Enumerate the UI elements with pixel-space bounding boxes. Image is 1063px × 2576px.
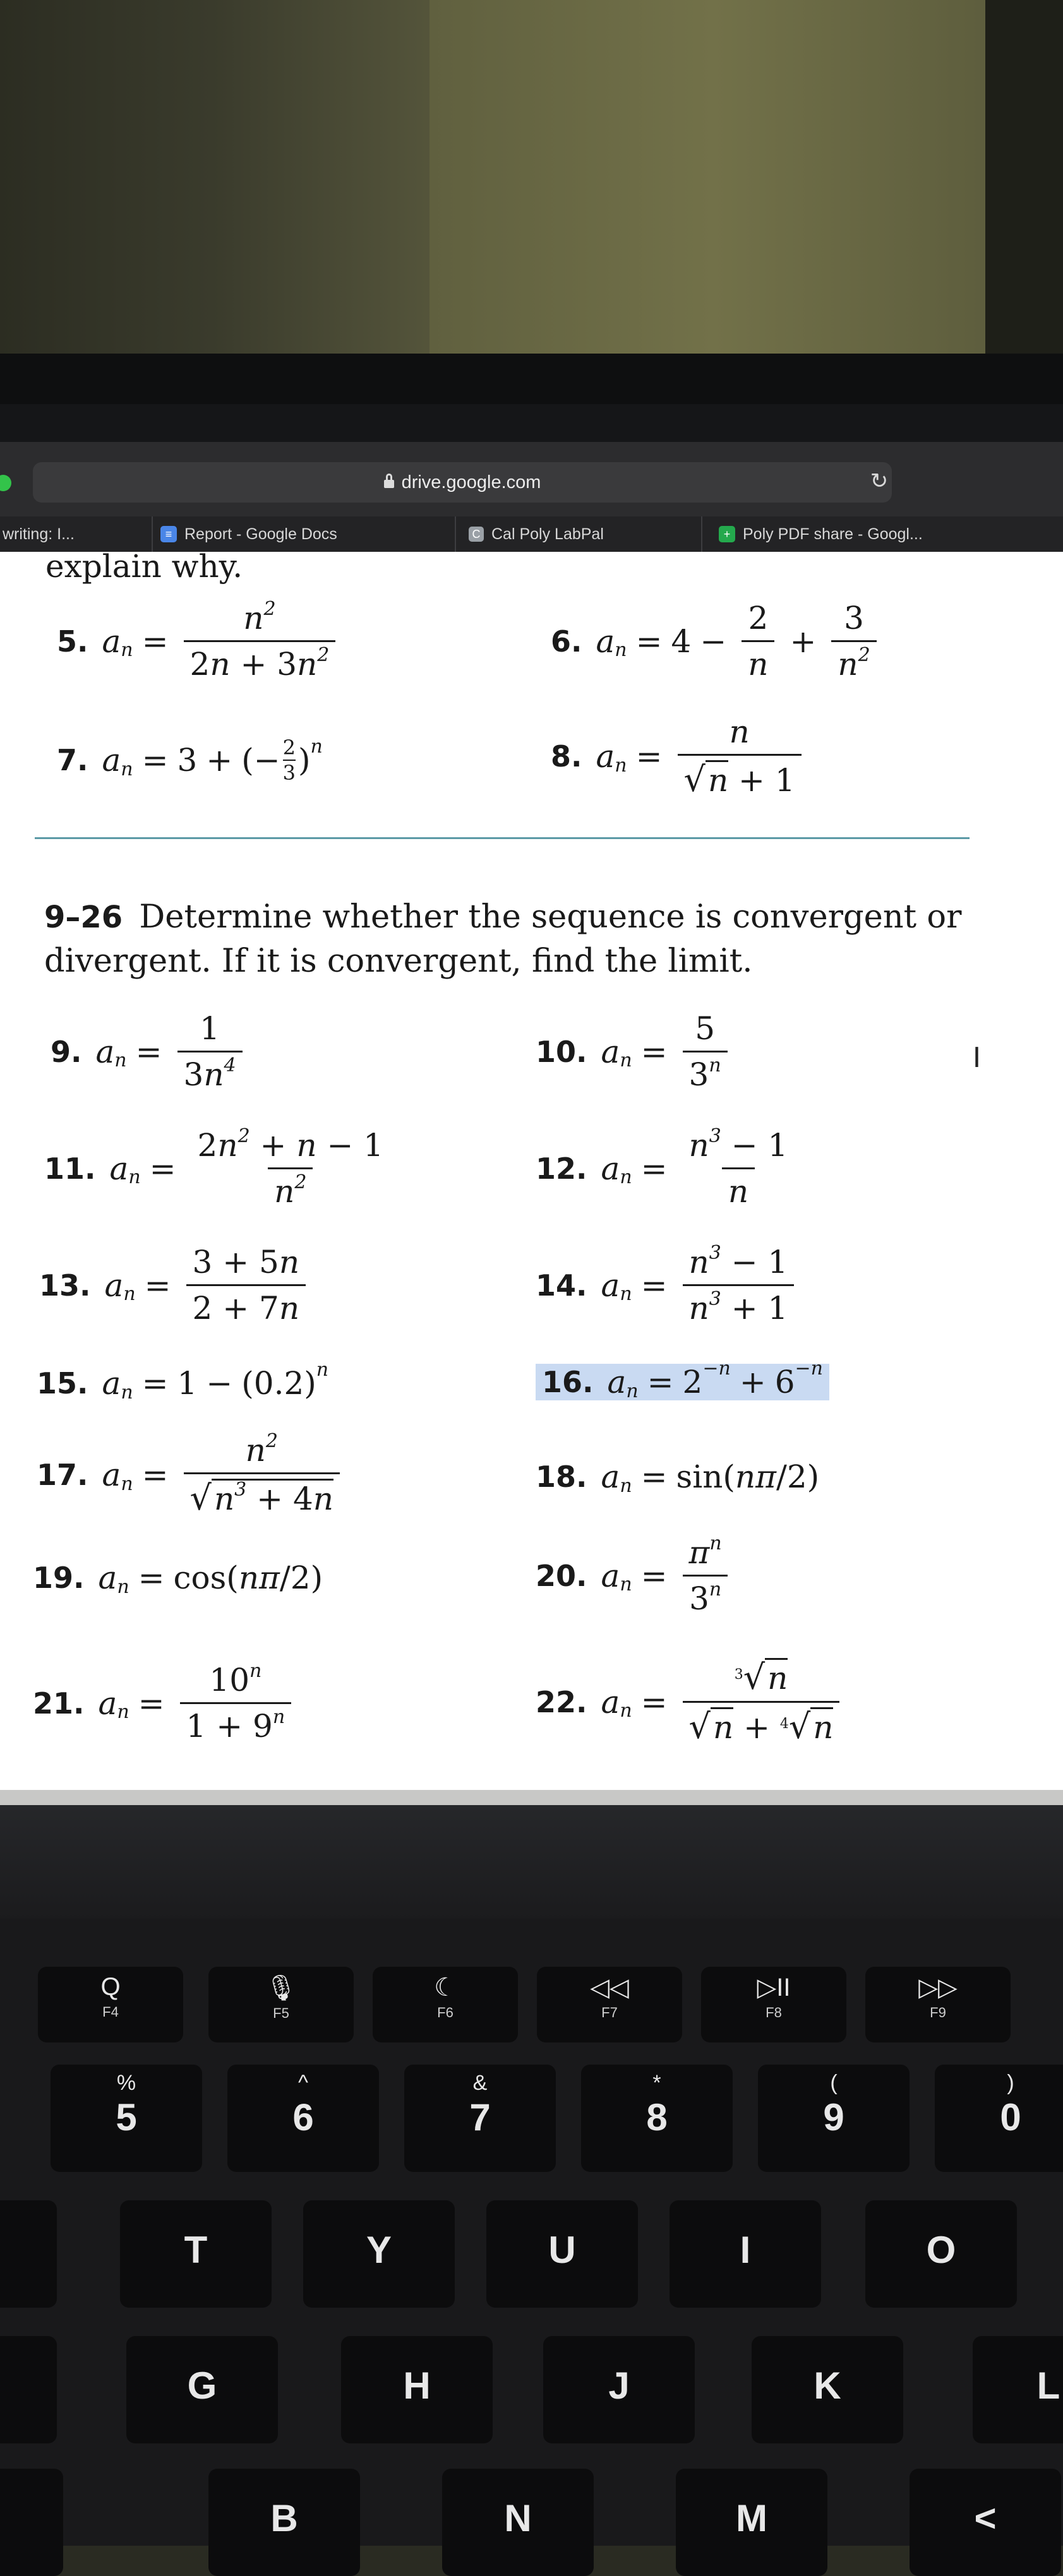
url-text: drive.google.com (401, 472, 541, 492)
problem-number: 15. (37, 1366, 88, 1400)
function-key-f5[interactable] (208, 1967, 354, 2042)
key-label: F6 (437, 2005, 453, 2020)
tab-report-google-docs[interactable] (152, 516, 455, 552)
search-icon: Q (100, 1973, 121, 2001)
problem-number: 18. (536, 1460, 587, 1494)
key-main-symbol: G (187, 2364, 217, 2407)
problem-21: 21. a n = $\frac{10^n}{1 + 9^n}$ (33, 1662, 297, 1744)
key-shift-symbol: ) (1007, 2071, 1014, 2095)
key-main-symbol: I (740, 2229, 751, 2271)
tab-writing[interactable] (0, 516, 152, 552)
problem-number: 20. (536, 1558, 587, 1593)
key-9[interactable] (758, 2065, 910, 2172)
key-8[interactable] (581, 2065, 733, 2172)
problem-number: 5. (57, 624, 88, 659)
problem-12: 12. a n = $\frac{n^3 - 1}{n}$ (536, 1125, 788, 1210)
problem-9: 9. a n = $\frac{1}{3n^4}$ (51, 1010, 249, 1093)
problem-number: 22. (536, 1685, 587, 1719)
problem-8: 8. a n = $\frac{n}{√n + 1}$ (551, 713, 808, 799)
problem-14: 14. a n = $\frac{n^3 - 1}{n^3 + 1}$ (536, 1244, 800, 1327)
problem-19: 19. a n = cos( nπ /2) (33, 1559, 323, 1598)
key-main-symbol: N (504, 2497, 532, 2539)
key-row-q-4[interactable] (670, 2200, 821, 2308)
key-row-q-5[interactable] (865, 2200, 1017, 2308)
problem-5: 5. a n = $\frac{n^2}{2n + 3n^2}$ (57, 600, 342, 683)
tab-label: writing: I... (3, 525, 75, 543)
key-label: F4 (102, 2004, 119, 2020)
problem-number: 12. (536, 1151, 587, 1186)
key-main-symbol (0, 2228, 57, 2272)
exercise-heading (44, 895, 966, 984)
reload-icon[interactable]: ↻ (870, 468, 889, 494)
dictation-icon: 🎙 (265, 1974, 297, 2002)
problem-number: 9. (51, 1034, 82, 1069)
key-row-z-4[interactable] (910, 2469, 1061, 2576)
key-main-symbol: K (814, 2364, 841, 2407)
key-7[interactable] (404, 2065, 556, 2172)
exercise-range: 9–26 (44, 900, 123, 935)
problem-16[interactable]: 16. a n = 2 −n + 6 −n (536, 1364, 829, 1400)
key-label: F7 (601, 2005, 618, 2020)
key-label: F9 (930, 2005, 946, 2020)
problem-number: 16. (542, 1365, 594, 1399)
key-main-symbol: J (608, 2364, 630, 2407)
problem-22: 22. a n = $\frac{^3√n}{√n + ^4√n}$ (536, 1657, 846, 1746)
problem-18: 18. a n = sin( nπ /2) (536, 1458, 820, 1497)
key-main-symbol: B (270, 2497, 298, 2539)
function-key-f4[interactable] (38, 1967, 183, 2042)
problem-17: 17. a n = $\frac{n^2}{√n^3 + 4n}$ (37, 1432, 346, 1518)
key-row-a-2[interactable] (341, 2336, 493, 2443)
key-6[interactable] (227, 2065, 379, 2172)
tab-label: Report - Google Docs (184, 525, 337, 543)
background-door (429, 0, 998, 354)
page-bottom-edge (0, 1790, 1063, 1805)
key-shift-symbol: % (116, 2071, 136, 2095)
problem-10: 10. a n = $\frac{5}{3^n}$ (536, 1010, 734, 1093)
key-row-q-2[interactable] (303, 2200, 455, 2308)
key-row-z-0[interactable] (0, 2469, 63, 2576)
key-label: F8 (766, 2005, 782, 2020)
tab-cal-poly-labpal[interactable] (455, 516, 701, 552)
problem-13: 13. a n = $\frac{3 + 5n}{2 + 7n}$ (39, 1244, 312, 1327)
key-main-symbol: 8 (646, 2096, 668, 2138)
play-pause-icon: ▷II (757, 1974, 791, 2001)
key-main-symbol: U (548, 2229, 576, 2271)
address-bar[interactable] (33, 462, 892, 503)
problem-number: 13. (39, 1268, 91, 1303)
tab-label: Poly PDF share - Googl... (743, 525, 923, 543)
key-main-symbol: T (184, 2229, 208, 2271)
problem-number: 11. (44, 1151, 96, 1186)
key-row-a-5[interactable] (973, 2336, 1063, 2443)
google-sheets-plus-icon: + (719, 526, 735, 542)
problem-7: 7. a n = 3 + (− $\frac{2}{3}$ ) n (57, 735, 323, 785)
key-main-symbol: 5 (116, 2096, 137, 2138)
key-main-symbol: 6 (292, 2096, 314, 2138)
text-cursor-icon: I (973, 1042, 981, 1074)
key-main-symbol: 0 (1000, 2096, 1021, 2138)
key-row-z-2[interactable] (442, 2469, 594, 2576)
problem-number: 7. (57, 743, 88, 777)
problem-20: 20. a n = $\frac{\pi^n}{3^n}$ (536, 1534, 735, 1617)
rewind-icon: ◁◁ (590, 1974, 629, 2001)
tab-label: Cal Poly LabPal (491, 525, 604, 543)
function-key-f7[interactable] (537, 1967, 682, 2042)
key-main-symbol: H (403, 2364, 431, 2407)
key-row-a-3[interactable] (543, 2336, 695, 2443)
lock-icon (384, 480, 394, 488)
key-shift-symbol: ( (830, 2071, 838, 2095)
key-row-q-3[interactable] (486, 2200, 638, 2308)
keyboard-deck-top (0, 1805, 1063, 1919)
key-row-a-4[interactable] (752, 2336, 903, 2443)
key-row-q-1[interactable] (120, 2200, 272, 2308)
problem-number: 17. (37, 1458, 88, 1492)
problem-number: 19. (33, 1561, 85, 1595)
key-main-symbol: 9 (823, 2096, 844, 2138)
problem-number: 14. (536, 1268, 587, 1303)
moon-icon: ☾ (434, 1974, 457, 2001)
fast-forward-icon: ▷▷ (918, 1974, 958, 2001)
key-main-symbol: Y (366, 2229, 392, 2271)
google-docs-icon: ≡ (160, 526, 177, 542)
key-main-symbol (0, 2496, 63, 2540)
key-row-a-0[interactable] (0, 2336, 57, 2443)
key-row-q-0[interactable] (0, 2200, 57, 2308)
key-row-a-1[interactable] (126, 2336, 278, 2443)
key-row-z-1[interactable] (208, 2469, 360, 2576)
key-main-symbol: O (926, 2229, 956, 2271)
labpal-c-icon: C (469, 527, 484, 542)
problem-number: 21. (33, 1686, 85, 1720)
problem-number: 8. (551, 739, 582, 773)
function-key-f9[interactable] (865, 1967, 1011, 2042)
key-shift-symbol: & (472, 2071, 488, 2095)
problem-11: 11. a n = $\frac{2n^2 + n - 1}{n^2}$ (44, 1125, 384, 1210)
key-main-symbol: M (736, 2497, 767, 2539)
key-label: F5 (273, 2005, 289, 2021)
key-0[interactable] (935, 2065, 1063, 2172)
problem-number: 10. (536, 1034, 587, 1069)
key-main-symbol (0, 2364, 57, 2407)
section-divider (35, 837, 970, 839)
problem-15: 15. a n = 1 − (0.2) n (37, 1358, 329, 1404)
key-main-symbol: L (1036, 2364, 1060, 2407)
problem-6: 6. a n = 4 − $\frac{2}{n}$ + $\frac{3}{n^2}$ (551, 600, 883, 683)
tab-poly-pdf-share[interactable] (701, 516, 973, 552)
key-row-z-3[interactable] (676, 2469, 827, 2576)
function-key-f8[interactable] (701, 1967, 846, 2042)
previous-instruction-tail: explain why. (45, 548, 243, 585)
problem-number: 6. (551, 624, 582, 659)
key-5[interactable] (51, 2065, 202, 2172)
key-shift-symbol: * (652, 2071, 661, 2095)
key-main-symbol: < (974, 2497, 997, 2539)
key-main-symbol: 7 (469, 2096, 491, 2138)
function-key-f6[interactable] (373, 1967, 518, 2042)
key-shift-symbol: ^ (298, 2071, 308, 2095)
background-shadow (985, 0, 1063, 354)
exercise-instructions: Determine whether the sequence is convergent or divergent. If it is convergent, find the limit. (44, 898, 962, 980)
